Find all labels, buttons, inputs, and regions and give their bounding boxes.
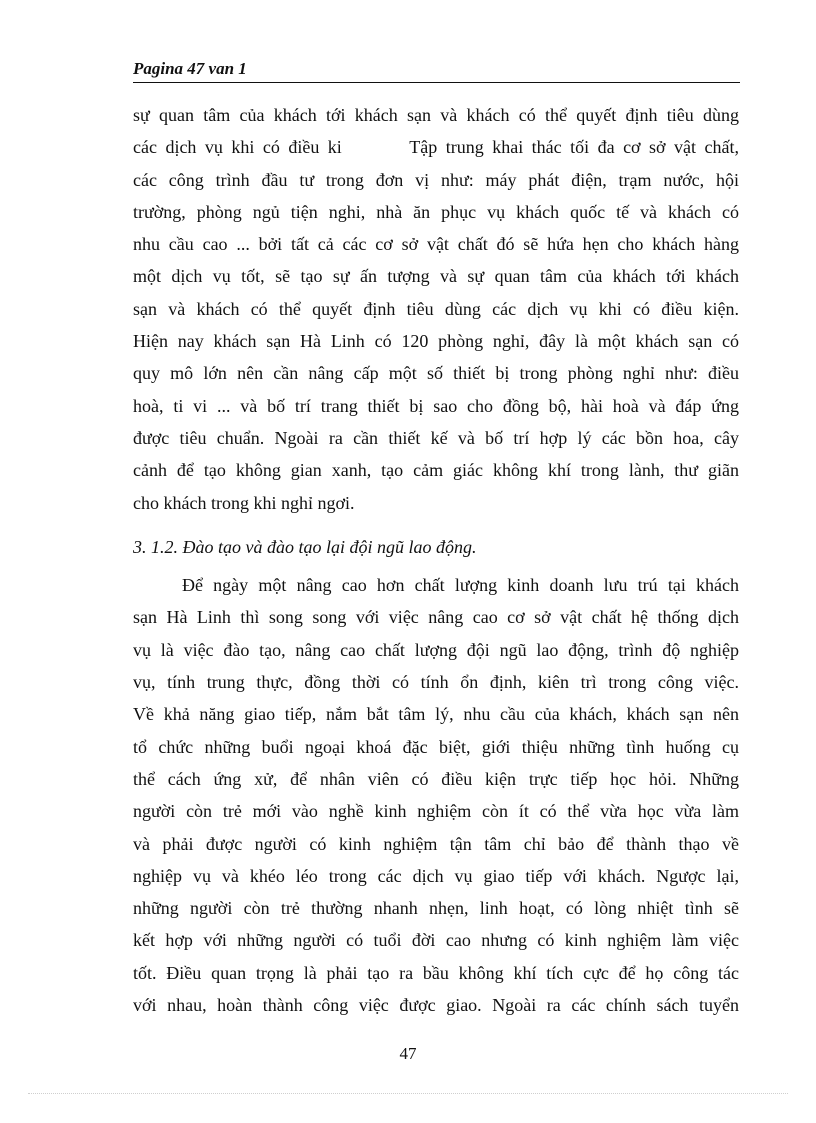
paragraph-line: các dịch vụ khi có điều ki Tập trung khai thác tối đa cơ sở vật chất,	[133, 137, 739, 158]
paragraph-line: với nhau, hoàn thành công việc được giao. Ngoài ra các chính sách tuyển	[133, 995, 739, 1016]
paragraph-line: nghiệp vụ và khéo léo trong các dịch vụ giao tiếp với khách. Ngược lại,	[133, 865, 739, 886]
paragraph-line: cảnh để tạo không gian xanh, tạo cảm giác không khí trong lành, thư giãn	[133, 460, 739, 481]
body-text	[133, 99, 739, 1021]
page-header	[133, 58, 740, 83]
paragraph-line: tốt. Điều quan trọng là phải tạo ra bầu không khí tích cực để họ công tác	[133, 962, 739, 983]
paragraph-line: và phải được người có kinh nghiệm tận tâm chỉ bảo để thành thạo về	[133, 833, 739, 854]
paragraph-line: trường, phòng ngủ tiện nghi, nhà ăn phục vụ khách quốc tế và khách có	[133, 201, 739, 222]
paragraph-line: cho khách trong khi nghỉ ngơi.	[133, 492, 355, 513]
paragraph-line: sạn và khách có thể quyết định tiêu dùng các dịch vụ khi có điều kiện.	[133, 298, 739, 319]
paragraph-line: sự quan tâm của khách tới khách sạn và khách có thể quyết định tiêu dùng	[133, 105, 739, 125]
paragraph-line: được tiêu chuẩn. Ngoài ra cần thiết kế và bố trí hợp lý các bồn hoa, cây	[133, 427, 739, 448]
paragraph-line: kết hợp với những người có tuổi đời cao nhưng có kinh nghiệm làm việc	[133, 930, 739, 951]
paragraph-2	[133, 569, 739, 1021]
paragraph-line: những người còn trẻ thường nhanh nhẹn, linh hoạt, có lòng nhiệt tình sẽ	[133, 898, 739, 919]
header-title: Pagina 47 van 1	[133, 59, 247, 78]
section-heading: 3. 1.2. Đào tạo và đào tạo lại đội ngũ lao động.	[133, 536, 477, 557]
paragraph-line: người còn trẻ mới vào nghề kinh nghiệm còn ít có thể vừa học vừa làm	[133, 801, 739, 822]
paragraph-line: Hiện nay khách sạn Hà Linh có 120 phòng nghỉ, đây là một khách sạn có	[133, 331, 739, 352]
page-bottom-divider	[28, 1093, 788, 1094]
paragraph-line: Để ngày một nâng cao hơn chất lượng kinh doanh lưu trú tại khách	[182, 575, 739, 596]
paragraph-line: hoà, ti vi ... và bố trí trang thiết bị sao cho đồng bộ, hài hoà và đáp ứng	[133, 395, 739, 416]
paragraph-line: vụ là việc đào tạo, nâng cao chất lượng đội ngũ lao động, trình độ nghiệp	[133, 639, 739, 660]
paragraph-line: thể cách ứng xử, để nhân viên có điều kiện trực tiếp học hỏi. Những	[133, 768, 739, 789]
paragraph-line: quy mô lớn nên cần nâng cấp một số thiết bị trong phòng nghỉ như: điều	[133, 363, 739, 384]
paragraph-line: một dịch vụ tốt, sẽ tạo sự ấn tượng và sự quan tâm của khách tới khách	[133, 266, 739, 287]
paragraph-line: nhu cầu cao ... bởi tất cả các cơ sở vật chất đó sẽ hứa hẹn cho khách hàng	[133, 234, 739, 255]
paragraph-line: Về khả năng giao tiếp, nắm bắt tâm lý, nhu cầu của khách, khách sạn nên	[133, 704, 739, 725]
paragraph-line: sạn Hà Linh thì song song với việc nâng cao cơ sở vật chất hệ thống dịch	[133, 607, 739, 628]
paragraph-line: tổ chức những buổi ngoại khoá đặc biệt, giới thiệu những tình huống cụ	[133, 736, 739, 757]
paragraph-1	[133, 99, 739, 519]
page-number: 47	[399, 1044, 417, 1063]
paragraph-line: các công trình đầu tư trong đơn vị như: máy phát điện, trạm nước, hội	[133, 169, 739, 190]
paragraph-line: vụ, tính trung thực, đồng thời có tính ổn định, kiên trì trong công việc.	[133, 672, 739, 693]
